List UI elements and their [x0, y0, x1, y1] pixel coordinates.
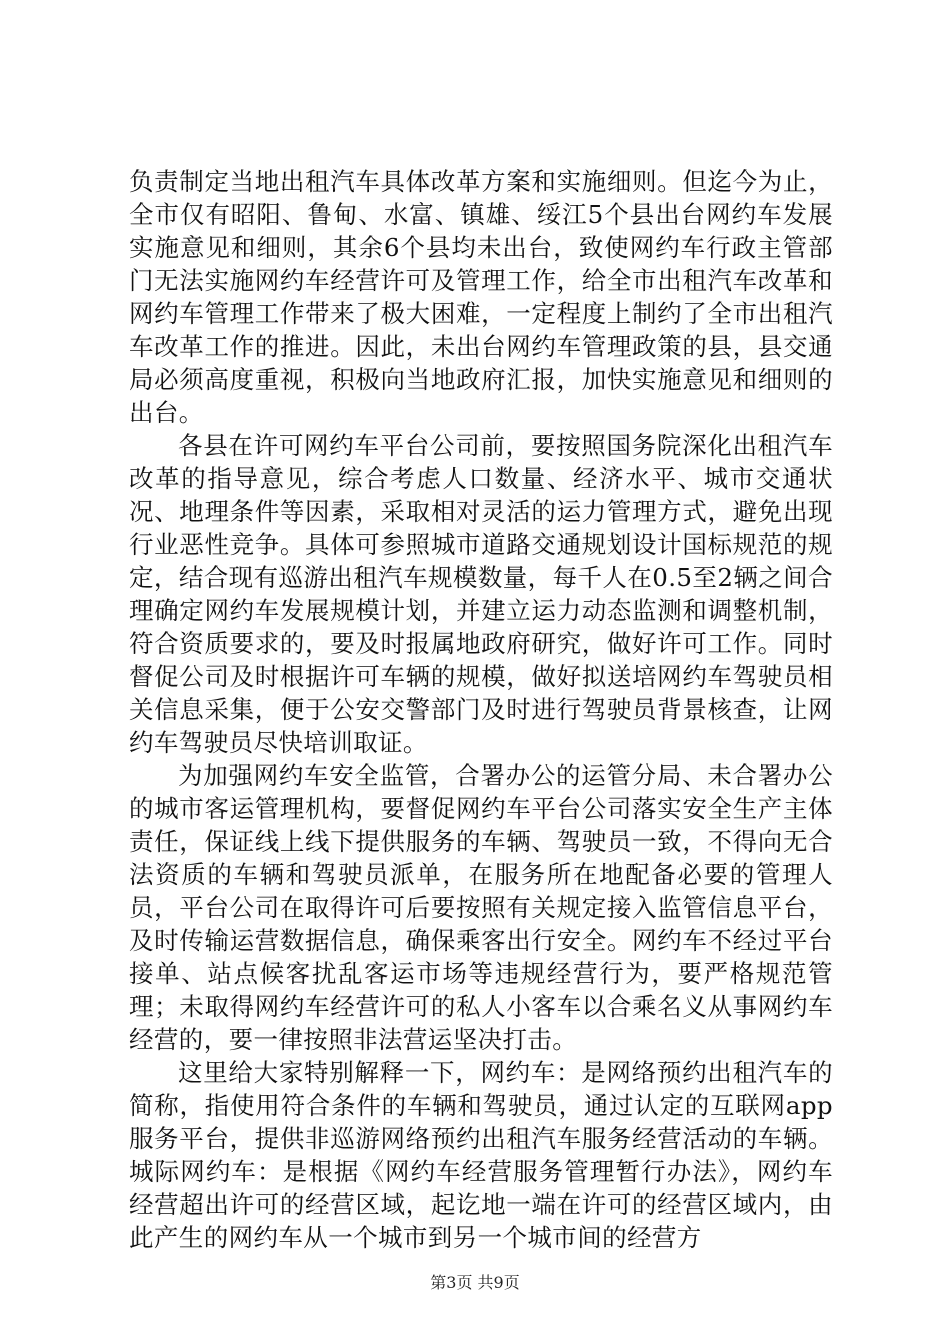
paragraph-1: 负责制定当地出租汽车具体改革方案和实施细则。但迄今为止，全市仅有昭阳、鲁甸、水富、镇雄、绥江5个县出台网约车发展实施意见和细则，其余6个县均未出台，致使网约车行政主管部门无法实施网约车经营许可及管理工作，给全市出租汽车改革和网约车管理工作带来了极大困难，一定程度上制约了全市出租汽车改革工作的推进。因此，未出台网约车管理政策的县，县交通局必须高度重视，积极向当地政府汇报，加快实施意见和细则的出台。 — [129, 167, 833, 427]
paragraph-3: 为加强网约车安全监管，合署办公的运管分局、未合署办公的城市客运管理机构，要督促网约车平台公司落实安全生产主体责任，保证线上线下提供服务的车辆、驾驶员一致，不得向无合法资质的车辆和驾驶员派单，在服务所在地配备必要的管理人员，平台公司在取得许可后要按照有关规定接入监管信息平台，及时传输运营数据信息，确保乘客出行安全。网约车不经过平台接单、站点候客扰乱客运市场等违规经营行为，要严格规范管理；未取得网约车经营许可的私人小客车以合乘名义从事网约车经营的，要一律按照非法营运坚决打击。 — [129, 761, 833, 1054]
paragraph-2: 各县在许可网约车平台公司前，要按照国务院深化出租汽车改革的指导意见，综合考虑人口数量、经济水平、城市交通状况、地理条件等因素，采取相对灵活的运力管理方式，避免出现行业恶性竞争。具体可参照城市道路交通规划设计国标规范的规定，结合现有巡游出租汽车规模数量，每千人在0.5至2辆之间合理确定网约车发展规模计划，并建立运力动态监测和调整机制，符合资质要求的，要及时报属地政府研究，做好许可工作。同时督促公司及时根据许可车辆的规模，做好拟送培网约车驾驶员相关信息采集，便于公安交警部门及时进行驾驶员背景核查，让网约车驾驶员尽快培训取证。 — [129, 431, 833, 757]
paragraph-4: 这里给大家特别解释一下，网约车：是网络预约出租汽车的简称，指使用符合条件的车辆和驾驶员，通过认定的互联网app服务平台，提供非巡游网络预约出租汽车服务经营活动的车辆。城际网约车：是根据《网约车经营服务管理暂行办法》，网约车经营超出许可的经营区域，起讫地一端在许可的经营区域内，由此产生的网约车从一个城市到另一个城市间的经营方 — [129, 1058, 833, 1252]
document-body — [129, 165, 833, 1254]
page-footer: 第3页 共9页 — [430, 1273, 520, 1292]
